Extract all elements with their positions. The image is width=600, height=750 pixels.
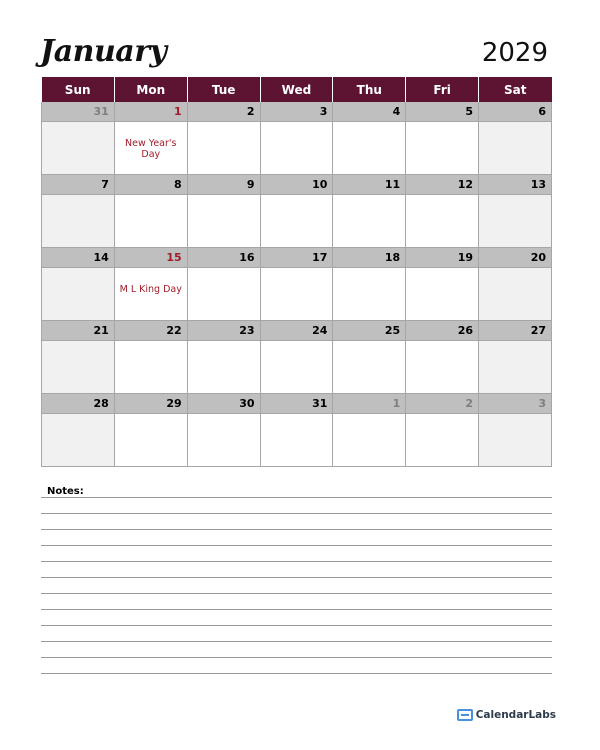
day-number: 3 [260, 102, 333, 122]
day-number: 14 [42, 248, 115, 268]
day-number: 4 [333, 102, 406, 122]
day-number: 19 [406, 248, 479, 268]
notes-line [41, 529, 552, 530]
day-number: 12 [406, 175, 479, 195]
week-3-numbers [42, 248, 552, 268]
day-number: 5 [406, 102, 479, 122]
year-title: 2029 [481, 38, 548, 68]
day-cell [42, 341, 115, 394]
day-cell [479, 195, 552, 248]
day-cell [406, 195, 479, 248]
day-cell [114, 268, 187, 321]
day-cell [114, 122, 187, 175]
day-cell [260, 341, 333, 394]
day-cell [114, 195, 187, 248]
weekday-sat: Sat [479, 77, 552, 102]
holiday-event: M L King Day [119, 284, 182, 295]
day-cell [260, 268, 333, 321]
notes-line [41, 593, 552, 594]
day-number: 27 [479, 321, 552, 341]
day-number: 9 [187, 175, 260, 195]
day-cell [479, 341, 552, 394]
holiday-event: New Year's Day [125, 138, 177, 160]
weekday-wed: Wed [260, 77, 333, 102]
day-number: 30 [187, 394, 260, 414]
day-cell [406, 268, 479, 321]
day-number: 18 [333, 248, 406, 268]
day-cell [187, 195, 260, 248]
day-number: 1 [333, 394, 406, 414]
brand-logo [457, 709, 556, 721]
day-number: 2 [406, 394, 479, 414]
day-cell [406, 122, 479, 175]
day-cell [42, 122, 115, 175]
weekday-sun: Sun [42, 77, 115, 102]
notes-line [41, 577, 552, 578]
calendar-logo-icon [457, 709, 473, 721]
day-number: 31 [42, 102, 115, 122]
day-cell [333, 122, 406, 175]
weekday-mon: Mon [114, 77, 187, 102]
day-number: 8 [114, 175, 187, 195]
week-2-body [42, 195, 552, 248]
notes-label: Notes: [47, 486, 84, 497]
day-number: 15 [114, 248, 187, 268]
day-number: 10 [260, 175, 333, 195]
day-number: 29 [114, 394, 187, 414]
day-cell [260, 414, 333, 467]
day-cell [479, 268, 552, 321]
day-cell [406, 341, 479, 394]
brand-name: CalendarLabs [475, 709, 556, 721]
day-number: 21 [42, 321, 115, 341]
weekday-fri: Fri [406, 77, 479, 102]
day-cell [333, 341, 406, 394]
day-number: 25 [333, 321, 406, 341]
day-cell [333, 268, 406, 321]
day-cell [187, 268, 260, 321]
notes-line [41, 625, 552, 626]
week-2-numbers [42, 175, 552, 195]
weekday-tue: Tue [187, 77, 260, 102]
day-number: 26 [406, 321, 479, 341]
day-cell [479, 122, 552, 175]
day-cell [114, 341, 187, 394]
week-4-numbers [42, 321, 552, 341]
notes-line [41, 657, 552, 658]
week-1-numbers [42, 102, 552, 122]
notes-line [41, 545, 552, 546]
notes-line [41, 513, 552, 514]
month-title: January [40, 34, 167, 69]
day-number: 28 [42, 394, 115, 414]
week-3-body [42, 268, 552, 321]
day-number: 1 [114, 102, 187, 122]
day-number: 16 [187, 248, 260, 268]
weekday-header-row [42, 77, 552, 102]
day-cell [260, 195, 333, 248]
calendar-grid [41, 77, 552, 467]
week-5-numbers [42, 394, 552, 414]
day-cell [333, 195, 406, 248]
day-cell [333, 414, 406, 467]
day-number: 17 [260, 248, 333, 268]
week-1-body [42, 122, 552, 175]
notes-line [41, 609, 552, 610]
day-number: 31 [260, 394, 333, 414]
week-4-body [42, 341, 552, 394]
notes-line [41, 561, 552, 562]
day-cell [114, 414, 187, 467]
day-number: 24 [260, 321, 333, 341]
week-5-body [42, 414, 552, 467]
day-number: 6 [479, 102, 552, 122]
day-cell [187, 341, 260, 394]
day-cell [42, 195, 115, 248]
day-number: 7 [42, 175, 115, 195]
notes-line [41, 641, 552, 642]
day-number: 23 [187, 321, 260, 341]
day-cell [187, 414, 260, 467]
day-cell [42, 414, 115, 467]
day-cell [479, 414, 552, 467]
day-cell [42, 268, 115, 321]
day-number: 3 [479, 394, 552, 414]
day-number: 13 [479, 175, 552, 195]
day-number: 20 [479, 248, 552, 268]
notes-lines [41, 497, 552, 689]
notes-line [41, 497, 552, 498]
day-cell [187, 122, 260, 175]
day-number: 22 [114, 321, 187, 341]
day-number: 11 [333, 175, 406, 195]
day-cell [260, 122, 333, 175]
weekday-thu: Thu [333, 77, 406, 102]
day-cell [406, 414, 479, 467]
day-number: 2 [187, 102, 260, 122]
notes-line [41, 673, 552, 674]
